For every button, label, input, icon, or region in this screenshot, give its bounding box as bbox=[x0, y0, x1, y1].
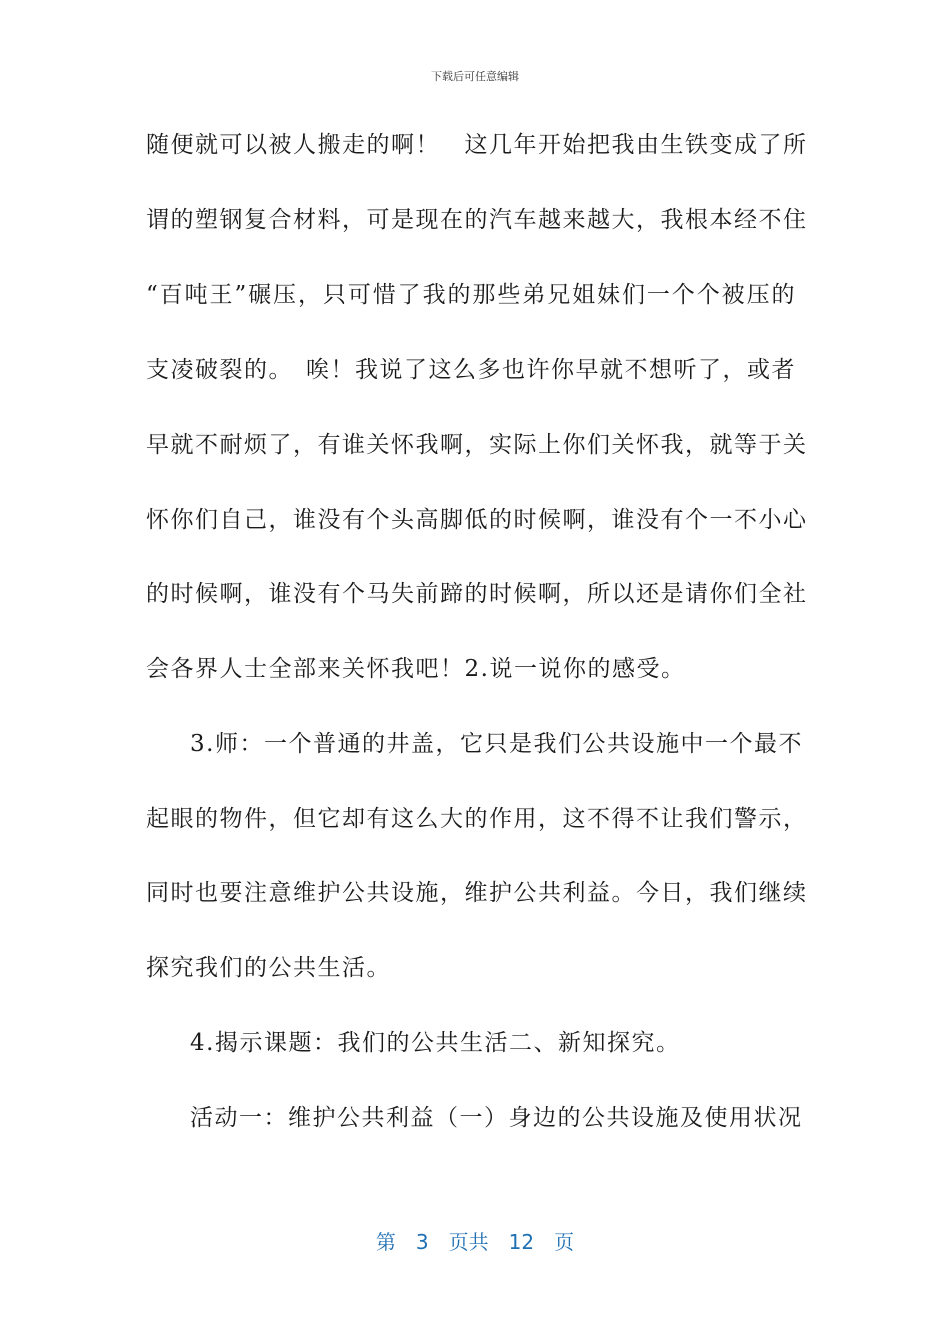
body-line: 随便就可以被人搬走的啊！ 这几年开始把我由生铁变成了所 bbox=[146, 132, 808, 158]
body-line: “百吨王”碾压，只可惜了我的那些弟兄姐妹们一个个被压的 bbox=[146, 282, 796, 308]
body-line: 会各界人士全部来关怀我吧！2.说一说你的感受。 bbox=[146, 656, 686, 682]
page-header-note: 下载后可任意编辑 bbox=[431, 70, 519, 83]
page-number-footer: 第 3 页共 12 页 bbox=[375, 1230, 575, 1254]
body-line: 4.揭示课题：我们的公共生活二、新知探究。 bbox=[190, 1030, 681, 1056]
body-line: 活动一：维护公共利益（一）身边的公共设施及使用状况 bbox=[190, 1105, 803, 1131]
body-line: 支凌破裂的。 唉！我说了这么多也许你早就不想听了，或者 bbox=[146, 357, 796, 383]
body-line: 怀你们自己，谁没有个头高脚低的时候啊，谁没有个一不小心 bbox=[146, 507, 808, 533]
body-line: 3.师：一个普通的井盖，它只是我们公共设施中一个最不 bbox=[190, 731, 803, 757]
body-line: 起眼的物件，但它却有这么大的作用，这不得不让我们警示， bbox=[146, 806, 808, 832]
body-line: 早就不耐烦了，有谁关怀我啊，实际上你们关怀我，就等于关 bbox=[146, 432, 808, 458]
body-line: 的时候啊，谁没有个马失前蹄的时候啊，所以还是请你们全社 bbox=[146, 581, 808, 607]
body-line: 谓的塑钢复合材料，可是现在的汽车越来越大，我根本经不住 bbox=[146, 207, 808, 233]
body-line: 同时也要注意维护公共设施，维护公共利益。今日，我们继续 bbox=[146, 880, 808, 906]
body-line: 探究我们的公共生活。 bbox=[146, 955, 391, 981]
